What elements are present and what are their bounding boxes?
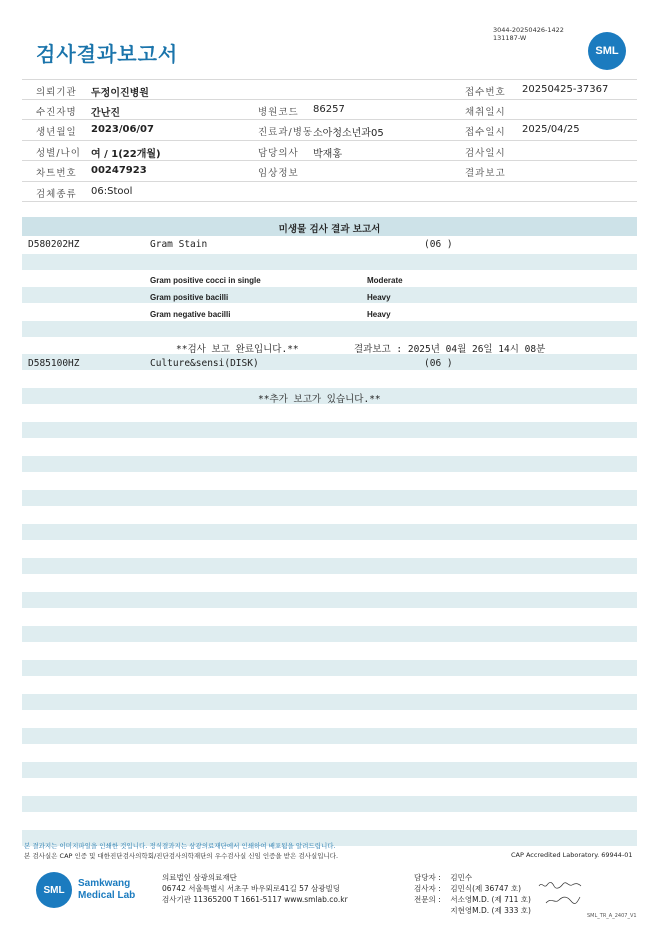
row-band <box>22 558 637 574</box>
info-row-3 <box>22 120 637 141</box>
result-amount: Heavy <box>367 293 391 302</box>
row-band <box>22 796 637 812</box>
chart-no-label: 차트번호 <box>36 168 77 179</box>
collection-date-label: 채취일시 <box>465 106 506 118</box>
specimen-value: 06:Stool <box>91 185 133 197</box>
doctor-label: 담당의사 <box>258 147 299 159</box>
form-code: SML_TR_A_2407_V1 <box>587 913 637 919</box>
dept-label: 진료과/병동 <box>258 127 314 138</box>
sml-logo: SML <box>588 32 626 70</box>
row-band <box>22 728 637 744</box>
chart-no-value: 00247923 <box>91 165 147 176</box>
sex-age-value: 여 / 1(22개월) <box>91 148 161 160</box>
row-band <box>22 422 637 438</box>
row-band <box>22 354 637 370</box>
result-finding: Gram positive bacilli <box>150 293 229 302</box>
document-id <box>493 26 564 42</box>
signature-2 <box>545 894 581 906</box>
staff-value: 지현영M.D. (제 333 호) <box>450 906 531 915</box>
brand-line2: Medical Lab <box>78 890 136 901</box>
receipt-date-label: 접수일시 <box>465 127 506 138</box>
report-timestamp: 결과보고 : 2025년 04월 26일 14시 08분 <box>354 344 546 355</box>
doctor-value: 박재홍 <box>313 148 342 160</box>
test-date-label: 검사일시 <box>465 147 506 159</box>
test2-name: Culture&sensi(DISK) <box>150 358 259 369</box>
signature-1 <box>538 880 582 890</box>
dept-value: 소아청소년과05 <box>313 128 384 139</box>
row-band <box>22 524 637 540</box>
staff-info <box>414 872 531 916</box>
org-address: 06742 서울특별시 서초구 바우뫼로41길 57 삼광빌딩 <box>162 884 341 893</box>
row-band <box>22 660 637 676</box>
receipt-no-value: 20250425-37367 <box>522 84 609 95</box>
additional-report-message: **추가 보고가 있습니다.** <box>258 394 381 405</box>
row-band <box>22 490 637 506</box>
row-band <box>22 592 637 608</box>
staff-value: 김민식(제 36747 호) <box>450 884 522 893</box>
complete-message: **검사 보고 완료입니다.** <box>176 344 299 355</box>
birth-label: 생년월일 <box>36 127 77 138</box>
patient-name-value: 간난진 <box>91 107 120 119</box>
receipt-date-value: 2025/04/25 <box>522 124 580 135</box>
org-name: 의료법인 삼광의료재단 <box>162 873 237 882</box>
organization-info <box>162 872 348 905</box>
staff-label: 담당자 : <box>414 873 441 882</box>
requesting-org-label: 의뢰기관 <box>36 87 77 98</box>
info-row-6 <box>22 182 637 203</box>
row-band <box>22 762 637 778</box>
patient-info-table <box>22 79 637 202</box>
image-print-notice: 본 결과지는 이미지파일을 인쇄한 것입니다. 정식결과지는 삼광의료재단에서 인쇄하여 배포됨을 알려드립니다. <box>24 842 336 850</box>
row-band <box>22 254 637 270</box>
info-row-1 <box>22 79 637 100</box>
info-row-4 <box>22 141 637 162</box>
clinical-info-label: 임상정보 <box>258 168 299 179</box>
test1-specimen: (06 ) <box>424 239 453 250</box>
section-title: 미생물 검사 결과 보고서 <box>278 224 381 235</box>
test1-name: Gram Stain <box>150 239 208 250</box>
requesting-org-value: 두정이진병원 <box>91 88 149 99</box>
staff-label: 검사자 : <box>414 884 441 893</box>
patient-name-label: 수진자명 <box>36 106 77 118</box>
samkwang-logo <box>36 872 135 908</box>
cap-accreditation: CAP Accredited Laboratory. 69944-01 <box>511 851 633 859</box>
result-finding: Gram negative bacilli <box>150 310 231 319</box>
row-band <box>22 626 637 642</box>
specimen-label: 검체종류 <box>36 188 77 200</box>
staff-value: 김민수 <box>450 873 473 882</box>
test2-code: D585100HZ <box>28 358 80 369</box>
accreditation-notice: 본 검사실은 CAP 인증 및 대한진단검사의학회/진단검사의학재단의 우수검사실 신임 인증을 받은 검사실입니다. <box>24 852 339 860</box>
report-label: 결과보고 <box>465 168 506 179</box>
row-band <box>22 694 637 710</box>
birth-value: 2023/06/07 <box>91 124 154 135</box>
brand-name <box>78 878 135 902</box>
brand-line1: Samkwang <box>78 878 131 889</box>
document-id-line1: 3044-20250426-1422 <box>493 26 564 34</box>
test2-specimen: (06 ) <box>424 358 453 369</box>
row-band <box>22 287 637 303</box>
info-row-2 <box>22 100 637 121</box>
sml-logo-circle: SML <box>36 872 72 908</box>
result-finding: Gram positive cocci in single <box>150 276 261 285</box>
receipt-no-label: 접수번호 <box>465 87 506 98</box>
hospital-code-label: 병원코드 <box>258 106 299 118</box>
row-band <box>22 321 637 337</box>
staff-value: 서소영M.D. (제 711 호) <box>450 895 531 904</box>
test1-code: D580202HZ <box>28 239 80 250</box>
staff-label: 전문의 : <box>414 895 441 904</box>
row-band <box>22 456 637 472</box>
org-contact: 검사기관 11365200 T 1661-5117 www.smlab.co.kr <box>162 895 348 904</box>
report-title: 검사결과보고서 <box>36 42 179 66</box>
result-amount: Moderate <box>367 276 403 285</box>
result-amount: Heavy <box>367 310 391 319</box>
info-row-5 <box>22 161 637 182</box>
document-id-line2: 131187-W <box>493 34 527 42</box>
sex-age-label: 성별/나이 <box>36 147 81 159</box>
hospital-code-value: 86257 <box>313 103 345 115</box>
